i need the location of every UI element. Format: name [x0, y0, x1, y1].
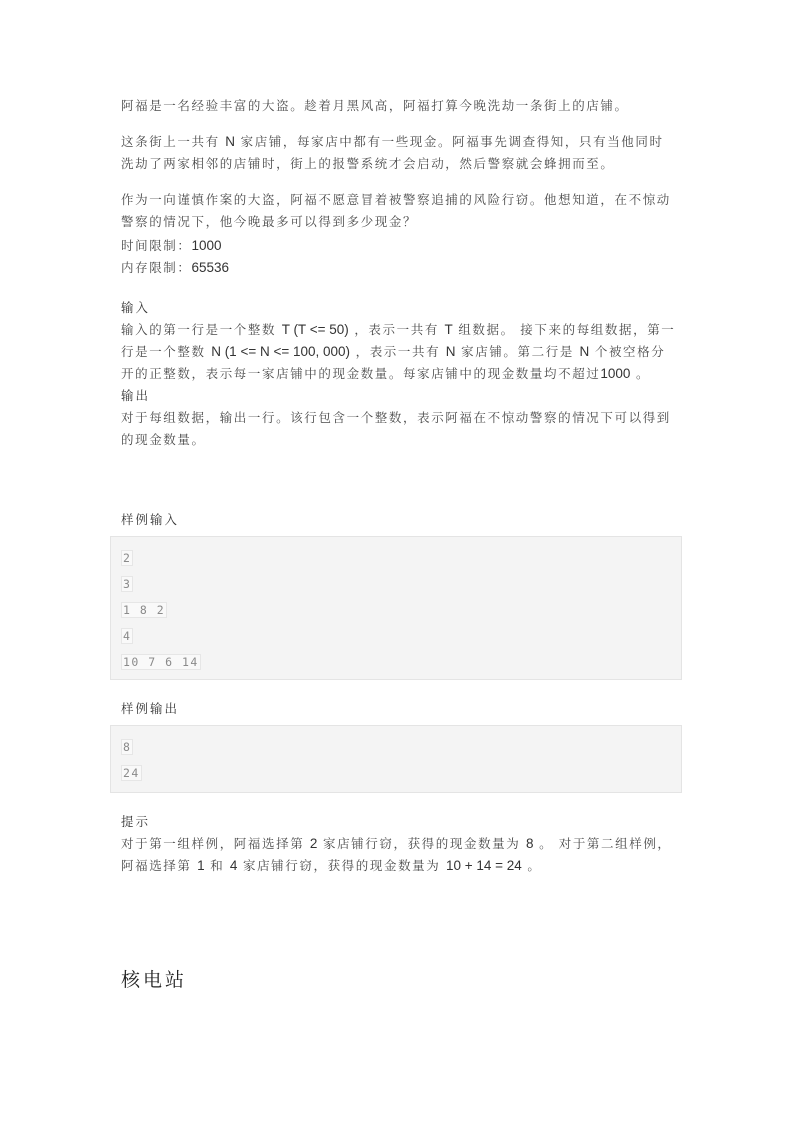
- hint-part: 对于第一组样例，阿福选择第: [121, 836, 305, 851]
- hint-part: 家店铺行窃，获得的现金数量为: [322, 836, 521, 851]
- input-description: [121, 319, 676, 385]
- sample-input-line: [121, 649, 671, 675]
- hint-section: [121, 811, 676, 877]
- sample-output-line: [121, 734, 671, 760]
- intro-math: N: [225, 134, 236, 149]
- sample-input-text: 2: [123, 551, 132, 565]
- output-heading: 输出: [121, 388, 151, 403]
- input-math: T (T <= 50): [281, 322, 349, 337]
- hint-math: 10 + 14 = 24: [445, 858, 522, 873]
- time-limit-label: 时间限制：: [121, 238, 192, 253]
- hint-math: 4: [229, 858, 238, 873]
- hint-part: 和: [210, 858, 225, 873]
- input-text: 。: [636, 366, 651, 381]
- intro-text: 家店铺，每家店中都有一些现金。阿福事先调查得知，只有当他同时洗劫了两家相邻的店铺时，街上的报警系统才会启动，然后警察就会蜂拥而至。: [121, 134, 664, 171]
- hint-text: [121, 833, 676, 877]
- input-math: N: [579, 344, 590, 359]
- sample-output-text: 8: [123, 740, 132, 754]
- sample-input-line: [121, 545, 671, 571]
- sample-input-line: [121, 623, 671, 649]
- hint-math: 8: [525, 836, 534, 851]
- input-text: ，表示一共有: [355, 344, 441, 359]
- sample-output-line: [121, 760, 671, 786]
- sample-input-line: [121, 597, 671, 623]
- sample-input-box: [110, 536, 682, 680]
- output-description: 对于每组数据，输出一行。该行包含一个整数，表示阿福在不惊动警察的情况下可以得到的现金数量。: [121, 410, 671, 447]
- input-text: 家店铺。第二行是: [461, 344, 574, 359]
- sample-output-heading: 样例输出: [121, 701, 180, 716]
- sample-input-text: 10 7 6 14: [123, 655, 199, 669]
- next-problem-title: 核电站: [121, 969, 188, 991]
- hint-part: 家店铺行窃，获得的现金数量为: [242, 858, 441, 873]
- sample-input-heading: 样例输入: [121, 512, 180, 527]
- sample-input-text: 1 8 2: [123, 603, 166, 617]
- intro-text: 这条街上一共有: [121, 134, 220, 149]
- sample-input-text: 3: [123, 577, 132, 591]
- sample-input-line: [121, 571, 671, 597]
- input-text: ，表示一共有: [354, 322, 439, 337]
- problem-content: [121, 95, 676, 451]
- input-math: 1000: [600, 366, 631, 381]
- memory-limit: [121, 257, 676, 279]
- hint-part: 。: [527, 858, 542, 873]
- input-math: T: [444, 322, 453, 337]
- hint-math: 1: [197, 858, 205, 873]
- input-text: 个被空格分开的正整数，表示每一家店铺中的现金数量。每家店铺中的现金数量均不超过: [121, 344, 666, 381]
- hint-math: 2: [309, 836, 318, 851]
- sample-output-box: [110, 725, 682, 793]
- input-heading: 输入: [121, 300, 151, 315]
- sample-output-text: 24: [123, 766, 140, 780]
- sample-input-text: 4: [123, 629, 132, 643]
- input-text: 输入的第一行是一个整数: [121, 322, 277, 337]
- intro-paragraph-2: [121, 131, 676, 175]
- input-math: N: [445, 344, 456, 359]
- intro-paragraph-3: 作为一向谨慎作案的大盗，阿福不愿意冒着被警察追捕的风险行窃。他想知道，在不惊动警察的情况下，他今晚最多可以得到多少现金？: [121, 192, 671, 229]
- intro-paragraph-1: 阿福是一名经验丰富的大盗。趁着月黑风高，阿福打算今晚洗劫一条街上的店铺。: [121, 98, 629, 113]
- time-limit-value: 1000: [191, 238, 222, 253]
- memory-limit-label: 内存限制：: [121, 260, 192, 275]
- hint-heading: 提示: [121, 814, 151, 829]
- input-text: 组数据。 接下来的每组数据，第一行是一个整数: [121, 322, 676, 359]
- time-limit: [121, 235, 676, 257]
- hint-part: 。 对于第二组样例，阿福选择第: [121, 836, 672, 873]
- input-math: N (1 <= N <= 100, 000): [211, 344, 351, 359]
- memory-limit-value: 65536: [191, 260, 230, 275]
